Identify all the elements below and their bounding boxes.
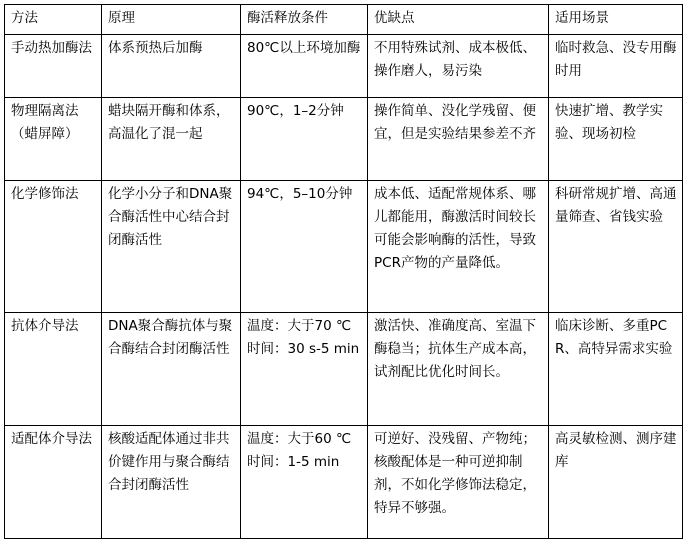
condition-temperature: 温度：大于60 ℃ — [247, 431, 352, 447]
header-scenario: 适用场景 — [549, 5, 683, 35]
cell-method: 手动热加酶法 — [5, 35, 102, 98]
condition-line: 80℃以上环境加酶 — [247, 40, 361, 56]
cell-principle: 体系预热后加酶 — [102, 35, 241, 98]
header-release-condition: 酶活释放条件 — [241, 5, 368, 35]
cell-principle: 核酸适配体通过非共价键作用与聚合酶结合封闭酶活性 — [102, 426, 241, 539]
condition-time: 时间：30 s-5 min — [247, 341, 360, 357]
cell-principle: 蜡块隔开酶和体系，高温化了混一起 — [102, 98, 241, 181]
table-row — [5, 98, 683, 181]
table-body — [5, 35, 683, 539]
cell-pros-cons: 不用特殊试剂、成本极低、操作磨人，易污染 — [368, 35, 549, 98]
cell-method: 物理隔离法（蜡屏障） — [5, 98, 102, 181]
hot-start-methods-table — [4, 4, 683, 539]
cell-pros-cons: 激活快、准确度高、室温下酶稳当；抗体生产成本高，试剂配比优化时间长。 — [368, 313, 549, 426]
cell-pros-cons: 成本低、适配常规体系、哪儿都能用，酶激活时间较长可能会影响酶的活性，导致PCR产物的产量降低。 — [368, 181, 549, 313]
header-principle: 原理 — [102, 5, 241, 35]
cell-scenario: 科研常规扩增、高通量筛查、省钱实验 — [549, 181, 683, 313]
cell-pros-cons: 可逆好、没残留、产物纯；核酸配体是一种可逆抑制剂，不如化学修饰法稳定，特异不够强。 — [368, 426, 549, 539]
cell-scenario: 临床诊断、多重PCR、高特异需求实验 — [549, 313, 683, 426]
condition-line: 90℃，1–2分钟 — [247, 103, 344, 119]
table-row — [5, 35, 683, 98]
table-row — [5, 426, 683, 539]
cell-method: 适配体介导法 — [5, 426, 102, 539]
cell-method: 抗体介导法 — [5, 313, 102, 426]
cell-condition — [241, 35, 368, 98]
cell-scenario: 高灵敏检测、测序建库 — [549, 426, 683, 539]
cell-scenario: 临时救急、没专用酶时用 — [549, 35, 683, 98]
cell-scenario: 快速扩增、教学实验、现场初检 — [549, 98, 683, 181]
table-header — [5, 5, 683, 35]
condition-line: 94℃，5–10分钟 — [247, 186, 353, 202]
header-method: 方法 — [5, 5, 102, 35]
header-pros-cons: 优缺点 — [368, 5, 549, 35]
cell-condition — [241, 313, 368, 426]
cell-method: 化学修饰法 — [5, 181, 102, 313]
table-row — [5, 181, 683, 313]
condition-temperature: 温度：大于70 ℃ — [247, 318, 352, 334]
table-row — [5, 313, 683, 426]
cell-principle: 化学小分子和DNA聚合酶活性中心结合封闭酶活性 — [102, 181, 241, 313]
cell-pros-cons: 操作简单、没化学残留、便宜，但是实验结果参差不齐 — [368, 98, 549, 181]
cell-condition — [241, 426, 368, 539]
cell-condition — [241, 98, 368, 181]
cell-principle: DNA聚合酶抗体与聚合酶结合封闭酶活性 — [102, 313, 241, 426]
cell-condition — [241, 181, 368, 313]
header-row — [5, 5, 683, 35]
condition-time: 时间：1-5 min — [247, 454, 340, 470]
